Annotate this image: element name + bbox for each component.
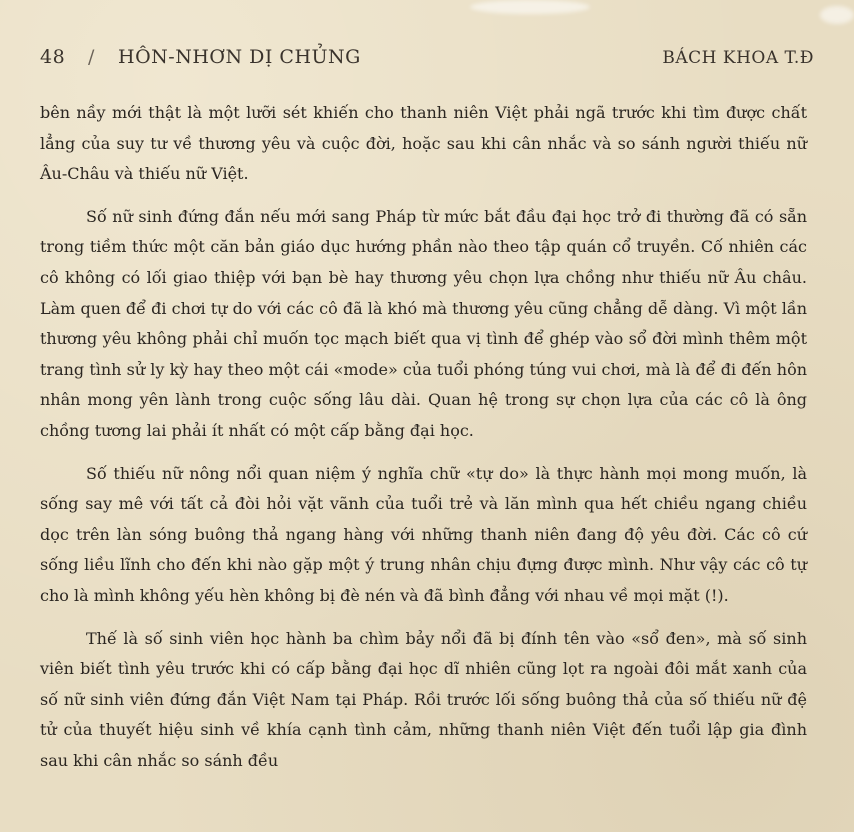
running-header — [40, 44, 814, 74]
paper-smudge — [820, 6, 854, 24]
running-publication: BÁCH KHOA T.Đ — [662, 48, 814, 68]
paragraph: Số nữ sinh đứng đắn nếu mới sang Pháp từ mức bắt đầu đại học trở đi thường đã có sẵn trong tiềm thức một căn bản giáo dục hướng phần nào theo tập quán cổ truyền. Cố nhiên các cô không có lối giao thiệp với bạn bè hay thương yêu chọn lựa chồng như thiếu nữ Âu châu. Làm quen để đi chơi tự do với các cô đã là khó mà thương yêu cũng chẳng dễ dàng. Vì một lần thương yêu không phải chỉ muốn tọc mạch biết qua vị tình để ghép vào sổ đời mình thêm một trang tình sử ly kỳ hay theo một cái «mode» của tuổi phóng túng vui chơi, mà là để đi đến hôn nhân mong yên lành trong cuộc sống lâu dài. Quan hệ trong sự chọn lựa của các cô là ông chồng tương lai phải ít nhất có một cấp bằng đại học. — [40, 206, 807, 440]
paragraph: Số thiếu nữ nông nổi quan niệm ý nghĩa chữ «tự do» là thực hành mọi mong muốn, là sống say mê với tất cả đòi hỏi vặt vãnh của tuổi trẻ và lăn mình qua hết chiều ngang chiều dọc trên làn sóng buông thả ngang hàng với những thanh niên đang độ yêu đời. Các cô cứ sống liều lĩnh cho đến khi nào gặp một ý trung nhân chịu đựng được mình. Như vậy các cô tự cho là mình không yếu hèn không bị đè nén và đã bình đẳng với nhau về mọi mặt (!). — [40, 463, 807, 605]
paragraph: Thế là số sinh viên học hành ba chìm bảy nổi đã bị đính tên vào «sổ đen», mà số sinh viên biết tình yêu trước khi có cấp bằng đại học dĩ nhiên cũng lọt ra ngoài đôi mắt xanh của số nữ sinh viên đứng đắn Việt Nam tại Pháp. Rồi trước lối sống buông thả của số thiếu nữ đệ tử của thuyết hiệu sinh về khía cạnh tình cảm, những thanh niên Việt đến tuổi lập gia đình sau khi cân nhắc so sánh đều — [40, 628, 807, 770]
page-number: 48 — [40, 46, 66, 68]
header-separator: / — [88, 46, 95, 68]
paragraph: bên nầy mới thật là một lưỡi sét khiến cho thanh niên Việt phải ngã trước khi tìm được chất lẳng của suy tư về thương yêu và cuộc đời, hoặc sau khi cân nhắc và so sánh người thiếu nữ Âu-Châu và thiếu nữ Việt. — [40, 103, 807, 184]
running-title: HÔN-NHƠN DỊ CHỦNG — [118, 46, 361, 68]
paper-smudge — [470, 0, 590, 14]
article-body — [40, 98, 807, 788]
